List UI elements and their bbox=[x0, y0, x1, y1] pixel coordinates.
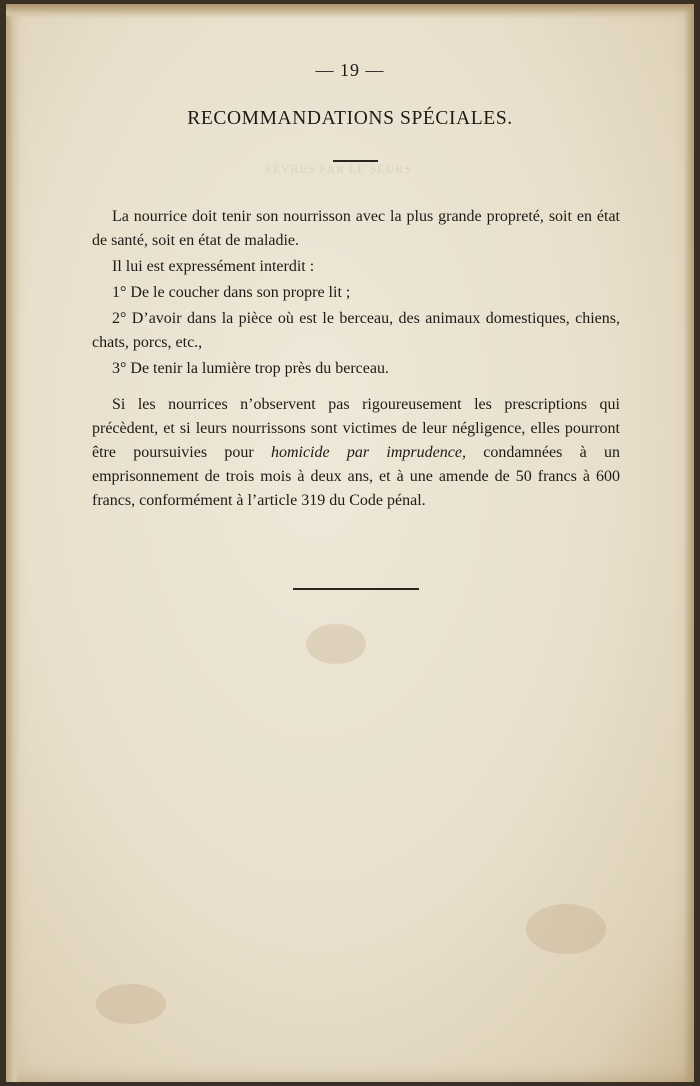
paragraph-cleanliness: La nourrice doit tenir son nourrisson avec la plus grande propreté, soit en état de santé, soit en état de maladie. bbox=[92, 208, 620, 249]
body-text bbox=[92, 205, 620, 515]
paragraph-prohibitions-intro: Il lui est expressément interdit : bbox=[112, 258, 315, 275]
page-spine-shadow bbox=[6, 4, 20, 1082]
paper-stain bbox=[526, 904, 606, 954]
paper-stain bbox=[96, 984, 166, 1024]
page-title: RECOMMANDATIONS SPÉCIALES. bbox=[187, 108, 513, 129]
list-item-1: 1° De le coucher dans son propre lit ; bbox=[112, 284, 351, 301]
page-top-edge bbox=[6, 4, 694, 18]
page-right-edge bbox=[684, 4, 694, 1082]
show-through-text: SÉVRES PAR LE SEURS bbox=[265, 162, 412, 176]
penalties-text-end: condamnées à un emprisonnement de trois mois à deux ans, et à une amende de 50 francs à 600 francs, conformément à l’article 319 du Code pénal. bbox=[92, 444, 621, 509]
paragraph-penalties bbox=[92, 393, 620, 513]
list-item-2: 2° D’avoir dans la pièce où est le berceau, des animaux domestiques, chiens, chats, porcs, etc., bbox=[92, 310, 620, 351]
end-divider bbox=[293, 588, 419, 590]
penalties-emphasis: homicide par imprudence, bbox=[270, 444, 466, 461]
paper-stain bbox=[306, 624, 366, 664]
page-number: — 19 — bbox=[315, 60, 385, 80]
penalties-text-start: Si les nourrices n’observent pas rigoureusement les prescriptions qui précèdent, et si leurs nourrissons sont victimes de leur négligence, elles pourront être poursuivies pour bbox=[92, 396, 620, 461]
list-item-3: 3° De tenir la lumière trop près du berceau. bbox=[112, 360, 389, 377]
